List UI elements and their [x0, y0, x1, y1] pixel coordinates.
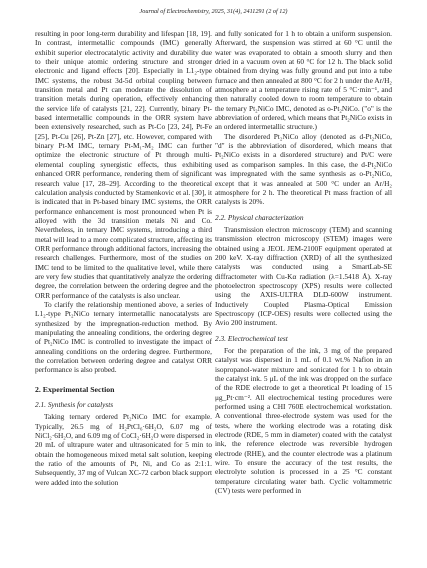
- body-paragraph: The disordered Pt₂NiCo alloy (denoted as d-Pt₂NiCo, "d" is the abbreviation of disordered, which means that Pt₂NiCo exists in a disordered structure) and Pt/C were used as comparison samples. In this case, the d-Pt₂NiCo was impregnated with the same synthesis as o-Pt₂NiCo, except that it was annealed at 500 °C under an Ar/H₂ atmosphere for 2 h. The theoretical Pt mass fraction of all catalysts is 20%.: [215, 131, 392, 207]
- section-heading: 2. Experimental Section: [35, 384, 115, 394]
- body-paragraph: Taking ternary ordered Pt₂NiCo IMC for example. Typically, 26.5 mg of H₂PtCl₆·6H₂O, 6.07 mg of NiCl₂·6H₂O, and 6.09 mg of CoCl₂·6H₂O were dispersed in 20 mL of ultrapure water and ultrasonicated for 5 min to obtain the homogeneous mixed metal salt solution, keeping the ratio of the amounts of Pt, Ni, and Co as 2:1:1. Subsequently, 37 mg of Vulcan XC-72 carbon black support were added into the solution: [35, 412, 213, 487]
- right-column: [215, 29, 392, 496]
- body-paragraph: To clarify the relationship mentioned above, a series of L1₂-type Pt₂NiCo ternary intermetallic nanocatalysts are synthesized by the impregnation-reduction method. By manipulating the annealing conditions, the ordering degree of Pt₂NiCo IMC is controlled to investigate the impact of annealing conditions on the ordering degree. Furthermore, the correlation between ordering degree and catalyst ORR performance is also probed.: [35, 299, 212, 375]
- body-paragraph: and fully sonicated for 1 h to obtain a uniform suspension. Afterward, the suspension was stirred at 60 °C until the water was evaporated to obtain a smooth slurry and then dried in a vacuum oven at 60 °C for 12 h. The black solid obtained from drying was fully ground and put into a tube furnace and then annealed at 800 °C for 2 h under the Ar/H₂ atmosphere at a temperature rising rate of 5 °C·min⁻¹, and then naturally cooled down to room temperature to obtain the ternary Pt₂NiCo IMC, denoted as o-Pt₂NiCo. ("o" is the abbreviation of ordered, which means that Pt₂NiCo exists in an ordered intermetallic structure.): [215, 29, 392, 132]
- left-column: [35, 29, 212, 487]
- subsection-heading: 2.2. Physical characterization: [215, 212, 304, 222]
- body-paragraph: resulting in poor long-term durability and lifespan [18, 19]. In contrast, intermetallic compounds (IMC) generally exhibit superior electrocatalytic activity and durability due to their unique atomic ordering structure and stronger electronic and ligand effects [20]. Especially in L1₂-type IMC systems, the robust 3d-5d orbital coupling between transition metal and Pt can moderate the dissolution of transition metals during operation, effectively enhancing the service life of catalysts [21, 22]. Currently, binary Pt-based intermetallic compounds in the ORR system have been extensively researched, such as Pt-Co [23, 24], Pt-Fe [25], Pt-Cu [26], Pt-Zn [27], etc. However, compared with binary Pt-M IMC, ternary Pt-M₁-M₂ IMC can further optimize the electronic structure of Pt through multi-elemental coupling synergistic effects, thus exhibiting enhanced ORR performance, rendering them of significant research value [17, 28–29]. According to the theoretical calculation analysis conducted by Stamenkovic et al. [30], it is indicated that in Pt-based binary IMC systems, the ORR performance enhancement is most pronounced when Pt is alloyed with the 3d transition metals Ni and Co. Nevertheless, in ternary IMC systems, introducing a third metal will lead to a more complicated structure, affecting its ORR performance through additional factors, increasing the research challenges. Furthermore, most of the studies on IMC tend to be limited to the qualitative level, while there are very few studies that quantitatively analyze the ordering degree, the correlation between the ordering degree and the ORR performance of the catalysts is also unclear.: [35, 29, 213, 300]
- body-paragraph: For the preparation of the ink, 3 mg of the prepared catalyst was dispersed in 1 mL of 0.1 wt.% Nafion in an isopropanol-water mixture and sonicated for 1 h to obtain the catalyst ink. 5 μL of the ink was dropped on the surface of the RDE electrode to get a theoretical Pt loading of 15 μg_Pt·cm⁻². All electrochemical testing procedures were performed using a CHI 760E electrochemical workstation. A conventional three-electrode system was used for the tests, where the working electrode was a rotating disk electrode (RDE, 5 mm in diameter) coated with the catalyst ink, the reference electrode was reversible hydrogen electrode (RHE), and the counter electrode was a platinum wire. To ensure the accuracy of the test results, the electrolyte solution is processed in a 25 °C constant temperature circulating water bath. Cyclic voltammetric (CV) tests were performed in: [215, 346, 392, 496]
- running-head: Journal of Electrochemistry, 2025, 31(4), 2411291 (2 of 12): [139, 8, 288, 15]
- subsection-heading: 2.3. Electrochemical test: [215, 333, 288, 343]
- body-paragraph: Transmission electron microscopy (TEM) and scanning transmission electron microscopy (STEM) images were obtained using a JEOL JEM-2100F equipment operated at 200 keV. X-ray diffraction (XRD) of all the synthesized catalysts was conducted using a SmartLab-SE diffractometer with Cu-Kα radiation (λ=1.5418 Å). X-ray photoelectron spectroscopy (XPS) results were collected using the AXIS-ULTRA DLD-600W instrument. Inductively Coupled Plasma-Optical Emission Spectroscopy (ICP-OES) results were collected using the Avio 200 instrument.: [215, 224, 392, 328]
- subsection-heading: 2.1. Synthesis for catalysts: [35, 400, 114, 410]
